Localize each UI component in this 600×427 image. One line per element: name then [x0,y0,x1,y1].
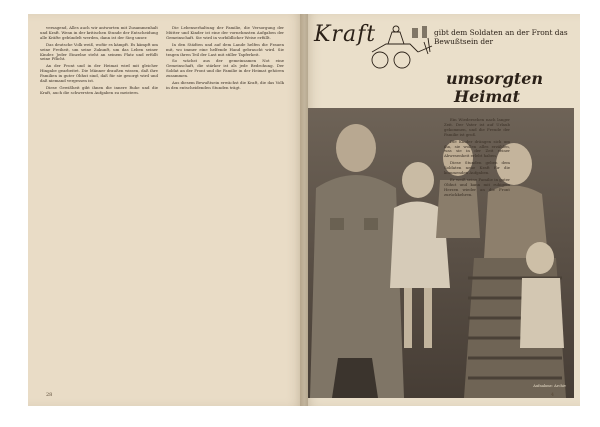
kraft-title: Kraft [314,22,377,47]
right-column-paragraph: Ein Wiedersehen nach langer Zeit. Der Vater ist auf Urlaub gekommen, und die Freude der Familie ist groß. [444,118,510,137]
left-page [28,14,304,406]
left-column-2-paragraph: Die Lebenserhaltung der Familie, die Versorgung der Mütter und Kinder ist eine der vornehmsten Aufgaben der Gemeinschaft. Sie wird in vorbildlicher Weise erfüllt. [166,26,284,40]
left-column-2-paragraph: Aus diesem Bewußtsein erwächst die Kraft, die das Volk in den entscheidenden Stunden trägt. [166,80,284,90]
soldier-vehicle-illustration [366,22,436,72]
right-page-number: 4 [550,392,554,398]
left-column-1-paragraph: versagend, Alles auch wir antworten mit Zusammenhalt und Kraft. Wenn in der kritischen Stunde der Entscheidung alle Kräfte gebündelt werden, dann ist der Sieg unser. [40,26,158,40]
right-column-paragraph: Diese Stunden geben dem Soldaten neue Kraft für die kommenden Aufgaben. [444,160,510,176]
family-photo-image [308,108,574,398]
left-page-number: 28 [46,392,53,398]
left-page-column-2 [166,26,284,382]
left-column-2-paragraph: So wächst aus der gemeinsamen Not eine Gemeinschaft, die stärker ist als jede Bedrohung. Der Soldat an der Front und die Familie in der Heimat gehören zusammen. [166,58,284,79]
right-column-paragraph: Die Kinder drängen sich um ihn, sie wollen alles erzählen, was sie in der Zeit seiner Abwesenheit erlebt haben. [444,138,510,159]
headline-subtitle: gibt dem Soldaten an der Front das Bewußtsein der [434,28,568,46]
headline-title-line-2: Heimat [454,87,521,106]
left-column-1-paragraph: An der Front und in der Heimat wird mit gleicher Hingabe gearbeitet. Die Männer draußen wissen, daß ihre Familien in guter Obhut sind, daß für sie gesorgt wird und daß niemand vergessen ist. [40,63,158,84]
family-photo [308,108,574,398]
right-page-column [444,118,510,380]
spread-gutter [300,14,308,406]
headline-title-line-1: umsorgten [446,69,544,88]
headline-title [446,70,574,106]
left-column-1-paragraph: Diese Gewißheit gibt ihnen die innere Ruhe und die Kraft, auch die schwersten Aufgaben zu meistern. [40,84,158,95]
right-page [304,14,580,406]
magazine-spread [28,14,580,406]
left-page-column-1 [40,26,158,382]
photo-caption: Aufnahme: Archiv [533,383,566,388]
right-column-paragraph: Er weiß seine Familie in guter Obhut und kann mit ruhigem Herzen wieder an die Front zurückkehren. [444,176,510,197]
left-column-2-paragraph: In den Städten und auf dem Lande helfen die Frauen mit, wo immer eine helfende Hand gebraucht wird. Sie tragen ihren Teil der Last mit stiller Tapferkeit. [166,41,284,57]
left-column-1-paragraph: Das deutsche Volk weiß, wofür es kämpft. Es kämpft um seine Freiheit, um seine Zukunft, um das Leben seiner Kinder. Jeder Einzelne steht an seinem Platz und erfüllt seine Pflicht. [40,41,158,62]
